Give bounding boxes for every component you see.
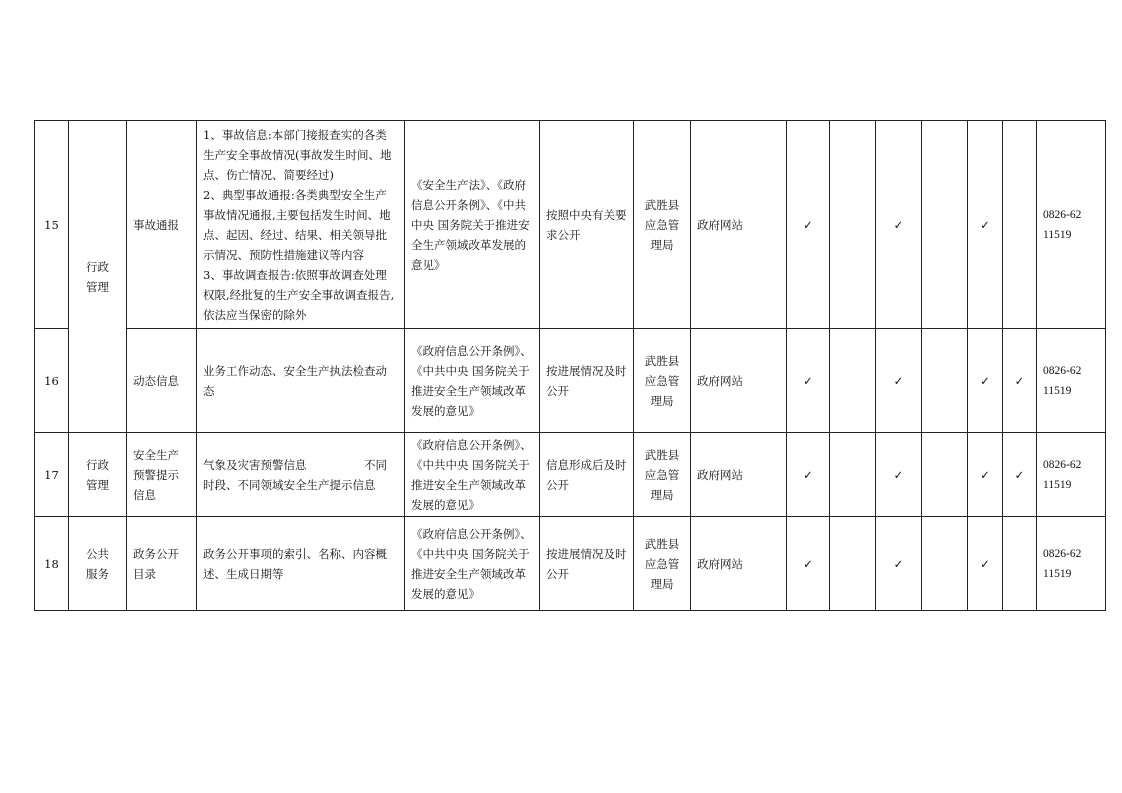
check-cell: ✓ (1003, 329, 1037, 433)
subject-cell: 武胜县 应急管 理局 (634, 121, 691, 329)
channel-cell: 政府网站 (691, 329, 787, 433)
disclosure-table (34, 120, 1106, 611)
check-cell (922, 329, 968, 433)
check-cell (922, 121, 968, 329)
channel-cell: 政府网站 (691, 121, 787, 329)
check-cell: ✓ (876, 517, 922, 611)
timing-cell: 按进展情况及时公开 (540, 329, 634, 433)
basis-cell: 《政府信息公开条例》、《中共中央 国务院关于推进安全生产领域改革发展的意见》 (405, 517, 540, 611)
basis-cell: 《政府信息公开条例》、《中共中央 国务院关于推进安全生产领域改革发展的意见》 (405, 433, 540, 517)
phone-cell: 0826-62 11519 (1037, 329, 1106, 433)
category-cell: 行政 管理 (69, 121, 127, 433)
check-cell: ✓ (876, 433, 922, 517)
row-number: 16 (35, 329, 69, 433)
subject-cell: 武胜县 应急管 理局 (634, 329, 691, 433)
check-cell: ✓ (787, 121, 830, 329)
check-cell: ✓ (968, 433, 1003, 517)
table-row (35, 433, 1106, 517)
content-cell: 气象及灾害预警信息 不同时段、不同领域安全生产提示信息 (197, 433, 405, 517)
check-cell: ✓ (876, 329, 922, 433)
check-cell: ✓ (1003, 433, 1037, 517)
category-cell: 公共 服务 (69, 517, 127, 611)
subject-cell: 武胜县 应急管 理局 (634, 517, 691, 611)
content-cell: 政务公开事项的索引、名称、内容概述、生成日期等 (197, 517, 405, 611)
basis-cell: 《安全生产法》、《政府信息公开条例》、《中共中央 国务院关于推进安全生产领域改革发展的意见》 (405, 121, 540, 329)
row-number: 17 (35, 433, 69, 517)
item-name: 事故通报 (127, 121, 197, 329)
phone-cell: 0826-62 11519 (1037, 517, 1106, 611)
basis-cell: 《政府信息公开条例》、《中共中央 国务院关于推进安全生产领域改革发展的意见》 (405, 329, 540, 433)
channel-cell: 政府网站 (691, 433, 787, 517)
check-cell: ✓ (787, 329, 830, 433)
check-cell (1003, 121, 1037, 329)
item-name: 安全生产预警提示信息 (127, 433, 197, 517)
channel-cell: 政府网站 (691, 517, 787, 611)
check-cell (830, 121, 876, 329)
check-cell (922, 433, 968, 517)
check-cell (830, 517, 876, 611)
item-name: 政务公开目录 (127, 517, 197, 611)
subject-cell: 武胜县 应急管 理局 (634, 433, 691, 517)
content-cell: 业务工作动态、安全生产执法检查动态 (197, 329, 405, 433)
table-row (35, 329, 1106, 433)
phone-cell: 0826-62 11519 (1037, 433, 1106, 517)
table-row (35, 121, 1106, 329)
check-cell (922, 517, 968, 611)
row-number: 18 (35, 517, 69, 611)
row-number: 15 (35, 121, 69, 329)
check-cell: ✓ (968, 517, 1003, 611)
check-cell: ✓ (787, 517, 830, 611)
check-cell (830, 329, 876, 433)
check-cell: ✓ (968, 329, 1003, 433)
table-row (35, 517, 1106, 611)
item-name: 动态信息 (127, 329, 197, 433)
phone-cell: 0826-62 11519 (1037, 121, 1106, 329)
check-cell (1003, 517, 1037, 611)
check-cell: ✓ (968, 121, 1003, 329)
timing-cell: 信息形成后及时公开 (540, 433, 634, 517)
timing-cell: 按照中央有关要求公开 (540, 121, 634, 329)
check-cell (830, 433, 876, 517)
category-cell: 行政 管理 (69, 433, 127, 517)
check-cell: ✓ (876, 121, 922, 329)
check-cell: ✓ (787, 433, 830, 517)
content-cell: 1、事故信息:本部门接报查实的各类生产安全事故情况(事故发生时间、地点、伤亡情况、简要经过) 2、典型事故通报:各类典型安全生产事故情况通报,主要包括发生时间、地点、起因、经过、结果、相关领导批示情况、预防性措施建议等内容 3、事故调查报告:依照事故调查处理权限,经批复的生产安全事故调查报告,依法应当保密的除外 (197, 121, 405, 329)
timing-cell: 按进展情况及时公开 (540, 517, 634, 611)
